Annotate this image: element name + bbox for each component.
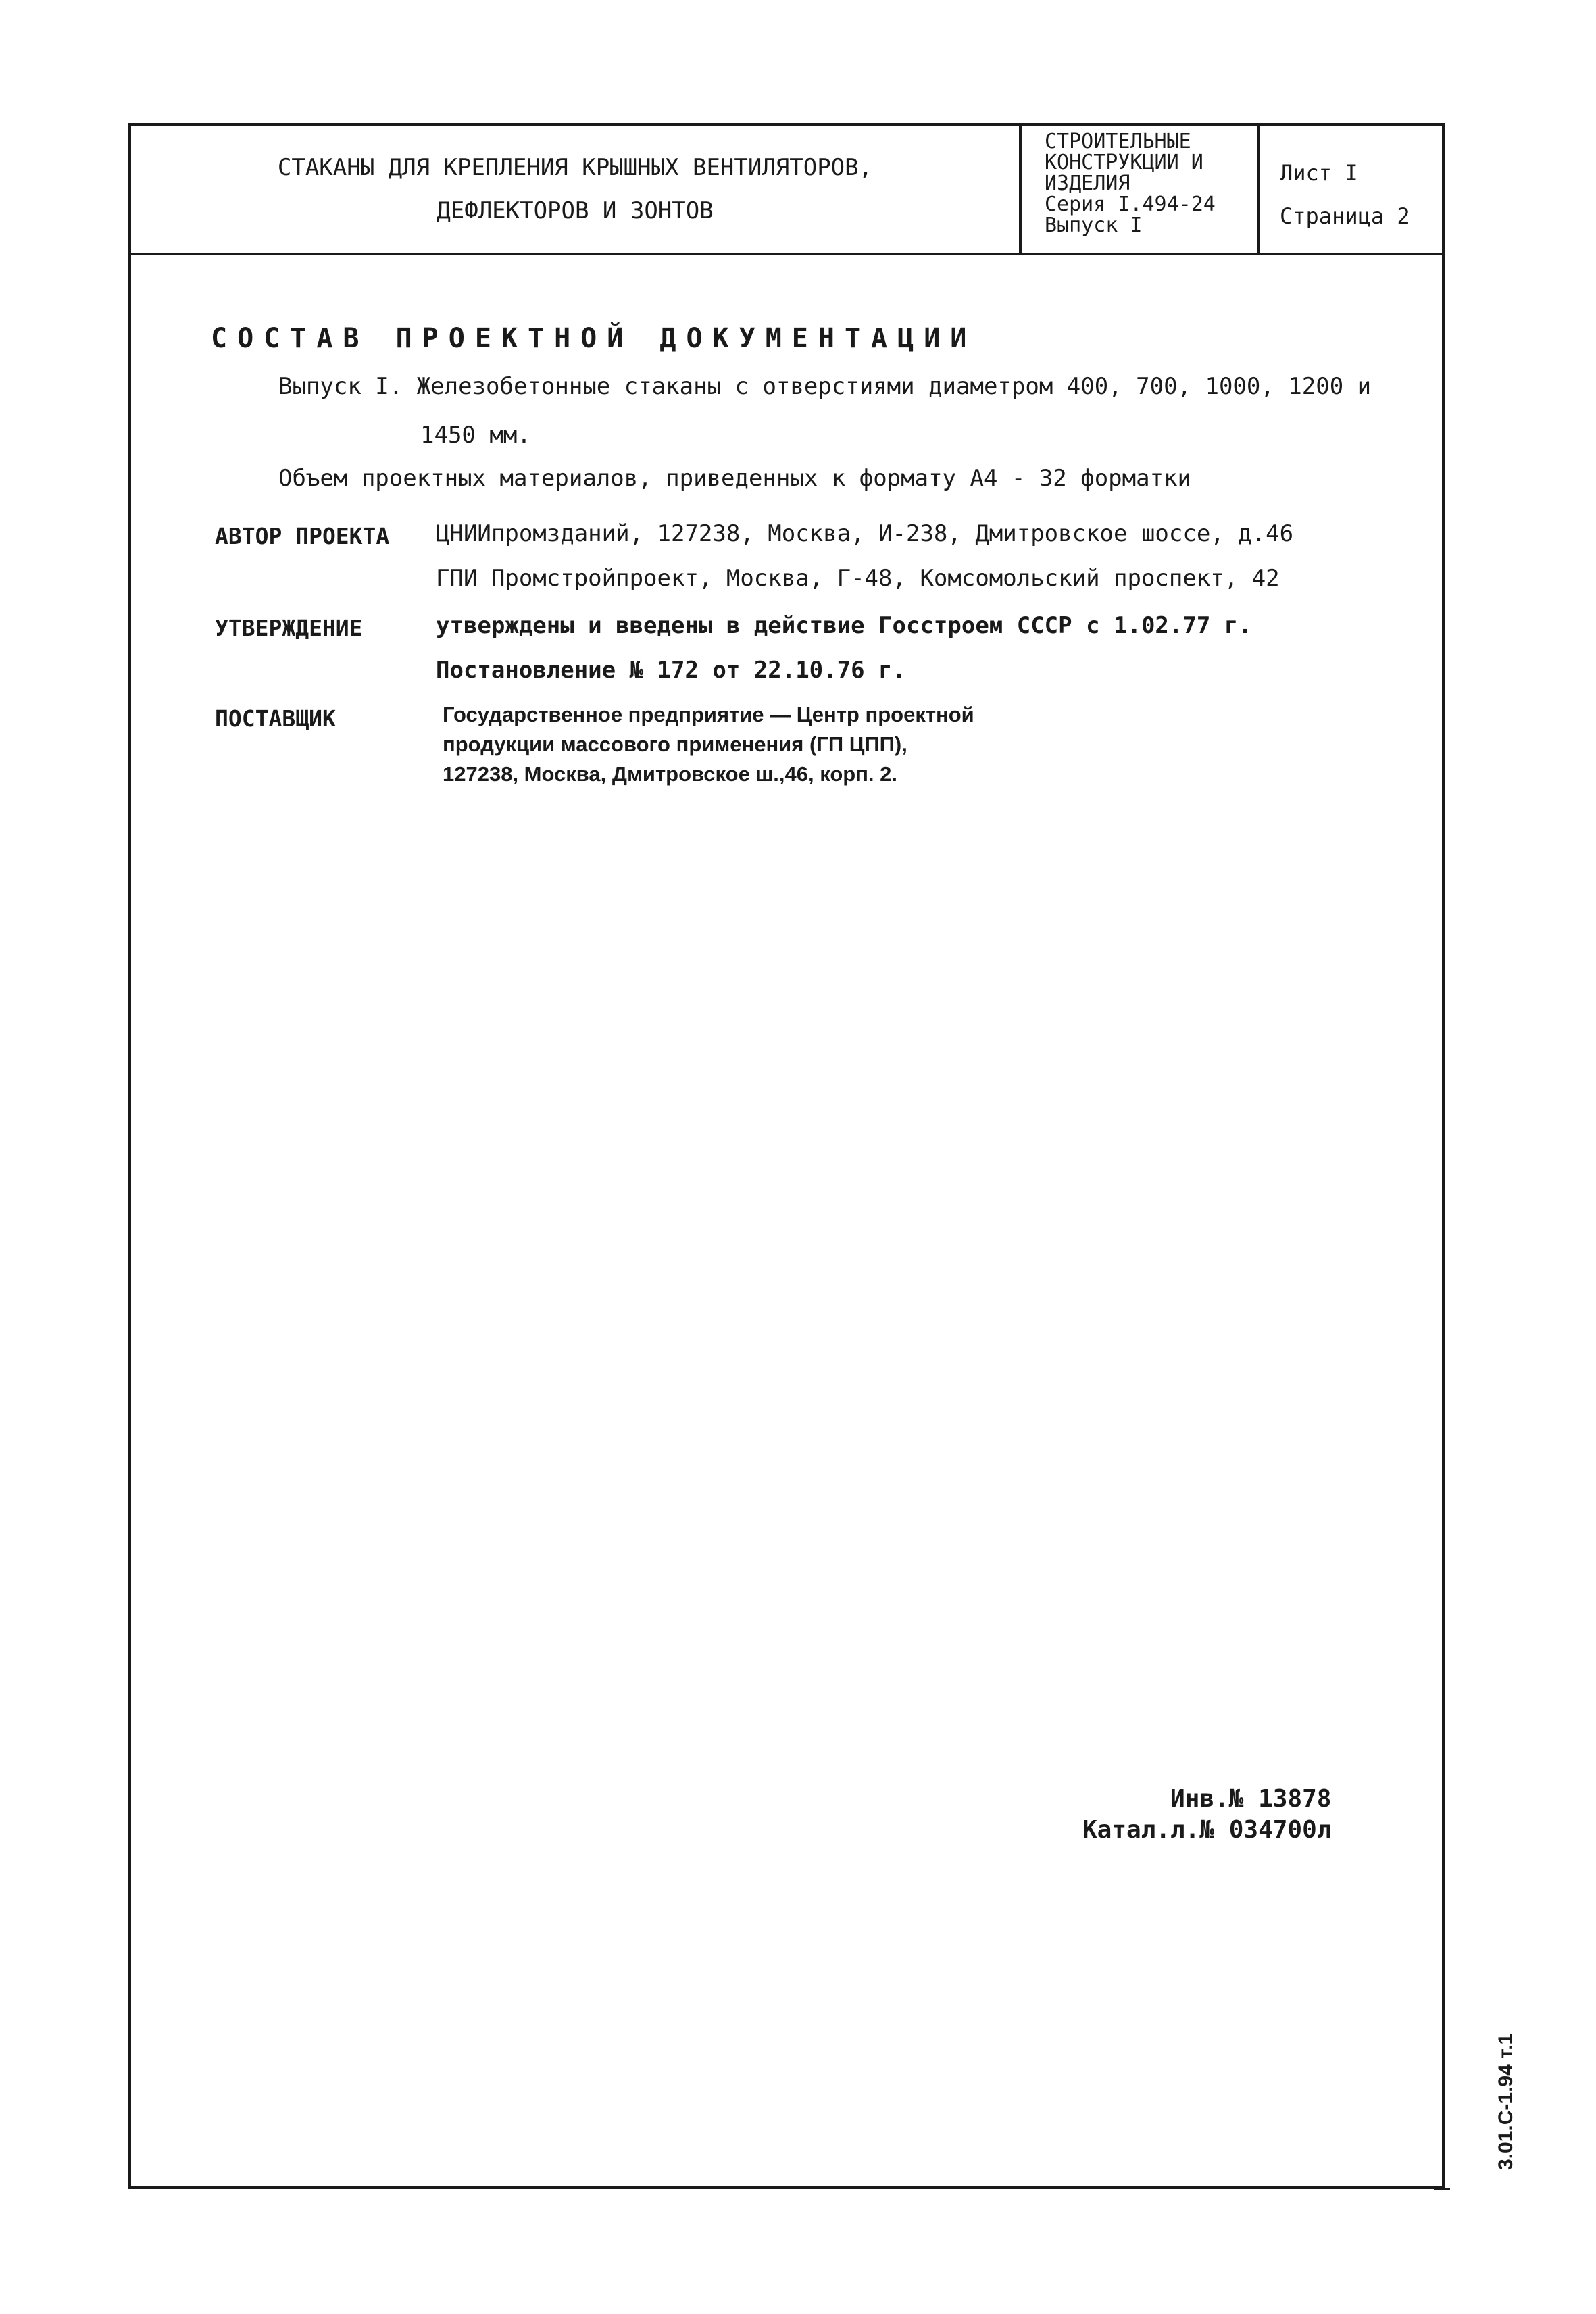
approval-line-1: утверждены и введены в действие Госстроем СССР с 1.02.77 г.	[436, 612, 1252, 639]
issue-line-2: 1450 мм.	[420, 422, 531, 449]
sheet-number: Лист I	[1280, 160, 1358, 186]
inventory-block	[1082, 1784, 1331, 1846]
supplier-label: ПОСТАВЩИК	[215, 705, 336, 732]
side-document-code: 3.01.С-1.94 т.1	[1495, 2033, 1517, 2170]
series-line: Выпуск I	[1045, 213, 1143, 237]
series-line: ИЗДЕЛИЯ	[1045, 172, 1130, 195]
series-line: КОНСТРУКЦИИ И	[1045, 151, 1203, 174]
author-line-1: ЦНИИпромзданий, 127238, Москва, И-238, Дмитровское шоссе, д.46	[436, 520, 1294, 547]
series-line: СТРОИТЕЛЬНЫЕ	[1045, 130, 1191, 153]
approval-label: УТВЕРЖДЕНИЕ	[215, 615, 363, 641]
author-line-2: ГПИ Промстройпроект, Москва, Г-48, Комсомольский проспект, 42	[436, 565, 1280, 592]
corner-mark	[1434, 2188, 1450, 2190]
catalog-number: Катал.л.№ 034700л	[1082, 1816, 1332, 1844]
approval-line-2: Постановление № 172 от 22.10.76 г.	[436, 657, 906, 684]
volume-line: Объем проектных материалов, приведенных к формату А4 - 32 форматки	[278, 465, 1192, 492]
supplier-line-1: Государственное предприятие — Центр проектной	[443, 703, 974, 726]
document-title	[131, 126, 1022, 253]
sheet-block	[1260, 126, 1445, 253]
title-block	[131, 126, 1442, 255]
issue-line-1: Выпуск I. Железобетонные стаканы с отверстиями диаметром 400, 700, 1000, 1200 и	[278, 373, 1372, 400]
document-frame	[128, 123, 1445, 2189]
supplier-line-3: 127238, Москва, Дмитровское ш.,46, корп. 2.	[443, 762, 897, 786]
supplier-text	[443, 700, 974, 789]
series-block	[1022, 126, 1260, 253]
section-heading: СОСТАВ ПРОЕКТНОЙ ДОКУМЕНТАЦИИ	[211, 323, 977, 354]
supplier-line-2: продукции массового применения (ГП ЦПП),	[443, 732, 907, 756]
title-line-1: СТАКАНЫ ДЛЯ КРЕПЛЕНИЯ КРЫШНЫХ ВЕНТИЛЯТОРОВ,	[277, 154, 873, 181]
author-label: АВТОР ПРОЕКТА	[215, 523, 390, 549]
series-line: Серия I.494-24	[1045, 193, 1216, 216]
page-number: Страница 2	[1280, 203, 1410, 229]
title-line-2: ДЕФЛЕКТОРОВ И ЗОНТОВ	[437, 197, 714, 224]
inventory-number: Инв.№ 13878	[1170, 1785, 1332, 1813]
